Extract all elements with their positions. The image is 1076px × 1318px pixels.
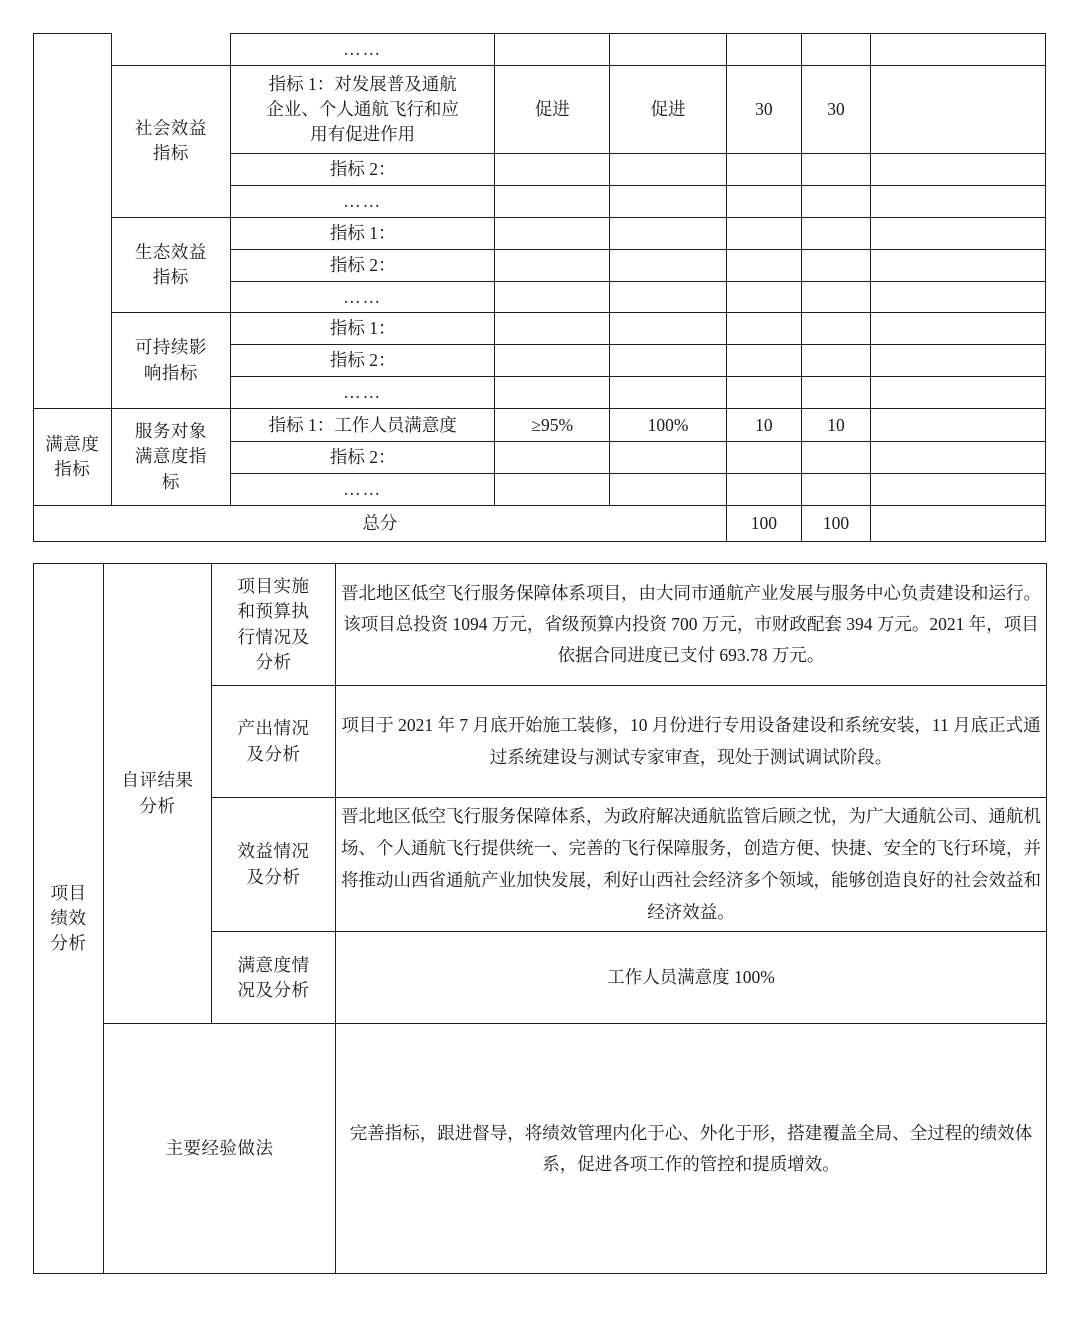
table-row (34, 65, 1046, 153)
row-label-benefit (212, 798, 336, 932)
content-satisfaction: 工作人员满意度 100% (336, 932, 1047, 1024)
target-sus-1 (495, 313, 610, 345)
indicator-eco-dots: …… (231, 281, 495, 313)
weight-eco-dots (726, 281, 801, 313)
score-sus-2 (802, 345, 871, 377)
category-social-benefit (111, 65, 231, 217)
subsection-line: 自评结果 (121, 770, 194, 791)
category-line: 满意度指 (134, 446, 207, 467)
row-label-main-experience: 主要经验做法 (104, 1024, 336, 1274)
weight-sus-dots (726, 377, 801, 409)
indicator-partial-dots: …… (231, 34, 495, 66)
actual-social-2 (610, 153, 726, 185)
actual-social-dots (610, 185, 726, 217)
category-line: 生态效益 (134, 241, 207, 262)
weight-social-dots (726, 185, 801, 217)
weight-sus-2 (726, 345, 801, 377)
score-sat-2 (802, 442, 871, 474)
table-row (34, 1024, 1047, 1274)
cell-remark-partial (870, 34, 1045, 66)
category-line: 服务对象 (134, 421, 207, 441)
indicator-text-line: 指标 1：对发展普及通航 (268, 74, 457, 95)
score-eco-dots (802, 281, 871, 313)
section-project-performance-analysis (34, 564, 104, 1274)
score-social-2 (802, 153, 871, 185)
score-sus-dots (802, 377, 871, 409)
cell-score-partial (802, 34, 871, 66)
indicator-sat-dots: …… (231, 474, 495, 506)
weight-sat-dots (726, 474, 801, 506)
target-eco-1 (495, 217, 610, 249)
actual-sus-1 (610, 313, 726, 345)
indicator-sus-2: 指标 2： (231, 345, 495, 377)
weight-social-2 (726, 153, 801, 185)
indicator-text-line: 用有促进作用 (310, 123, 416, 144)
row-label-line: 产出情况 (237, 718, 310, 739)
content-benefit: 晋北地区低空飞行服务保障体系，为政府解决通航监管后顾之忧，为广大通航公司、通航机场、个人通航飞行提供统一、完善的飞行保障服务，创造方便、快捷、安全的飞行环境，并将推动山西省通航产业加快发展，利好山西社会经济多个领域，能够创造良好的社会效益和经济效益。 (336, 798, 1047, 932)
subsection-self-evaluation-analysis (104, 564, 212, 1024)
weight-social-1: 30 (726, 65, 801, 153)
row-label-line: 效益情况 (237, 841, 310, 862)
group-satisfaction (34, 409, 112, 506)
cell-target-partial (495, 34, 610, 66)
indicator-sus-1: 指标 1： (231, 313, 495, 345)
indicator-eco-2: 指标 2： (231, 249, 495, 281)
weight-sus-1 (726, 313, 801, 345)
remark-social-dots (870, 185, 1045, 217)
actual-sus-dots (610, 377, 726, 409)
total-score: 100 (802, 505, 871, 541)
remark-sat-2 (870, 442, 1045, 474)
category-service-satisfaction (111, 409, 231, 506)
indicator-sus-dots: …… (231, 377, 495, 409)
category-line: 响指标 (143, 362, 198, 383)
total-label: 总分 (34, 505, 727, 541)
group-line: 指标 (54, 459, 91, 480)
row-label-line: 行情况及 (237, 626, 310, 647)
remark-sus-dots (870, 377, 1045, 409)
weight-sat-1: 10 (726, 409, 801, 442)
category-line: 社会效益 (134, 117, 207, 138)
weight-eco-1 (726, 217, 801, 249)
row-label-line: 及分析 (246, 743, 301, 764)
score-eco-1 (802, 217, 871, 249)
actual-sat-dots (610, 474, 726, 506)
row-label-line: 况及分析 (237, 979, 310, 1000)
row-label-line: 及分析 (246, 866, 301, 887)
category-line: 标 (161, 471, 180, 492)
category-sustainable-impact (111, 313, 231, 409)
cell-actual-partial (610, 34, 726, 66)
cell-weight-partial (726, 34, 801, 66)
actual-sus-2 (610, 345, 726, 377)
remark-sus-2 (870, 345, 1045, 377)
remark-sus-1 (870, 313, 1045, 345)
row-label-implementation-budget (212, 564, 336, 686)
actual-sat-2 (610, 442, 726, 474)
indicator-sat-1: 指标 1：工作人员满意度 (231, 409, 495, 442)
table-row (34, 564, 1047, 686)
remark-social-2 (870, 153, 1045, 185)
category-ecological-benefit (111, 217, 231, 313)
actual-eco-dots (610, 281, 726, 313)
table-row (34, 409, 1046, 442)
target-social-2 (495, 153, 610, 185)
row-label-line: 分析 (255, 651, 292, 672)
score-sus-1 (802, 313, 871, 345)
remark-eco-1 (870, 217, 1045, 249)
weight-eco-2 (726, 249, 801, 281)
target-eco-2 (495, 249, 610, 281)
actual-social-1: 促进 (610, 65, 726, 153)
cell-category-partial (111, 34, 231, 66)
category-line: 可持续影 (134, 337, 207, 358)
table-row-total (34, 505, 1046, 541)
content-output: 项目于 2021 年 7 月底开始施工装修，10 月份进行专用设备建设和系统安装，11 月底正式通过系统建设与测试专家审查，现处于测试调试阶段。 (336, 686, 1047, 798)
remark-sat-dots (870, 474, 1045, 506)
actual-eco-2 (610, 249, 726, 281)
target-social-1: 促进 (495, 65, 610, 153)
score-eco-2 (802, 249, 871, 281)
target-sus-dots (495, 377, 610, 409)
row-label-line: 和预算执 (237, 601, 310, 622)
table-row (34, 217, 1046, 249)
target-social-dots (495, 185, 610, 217)
target-eco-dots (495, 281, 610, 313)
indicator-social-2: 指标 2： (231, 153, 495, 185)
indicator-social-1 (231, 65, 495, 153)
row-label-satisfaction (212, 932, 336, 1024)
category-line: 指标 (152, 266, 189, 287)
score-sat-1: 10 (802, 409, 871, 442)
remark-eco-2 (870, 249, 1045, 281)
target-sat-2 (495, 442, 610, 474)
table-row (34, 313, 1046, 345)
content-implementation-budget: 晋北地区低空飞行服务保障体系项目，由大同市通航产业发展与服务中心负责建设和运行。该项目总投资 1094 万元，省级预算内投资 700 万元，市财政配套 394 万元。2021 年，项目依据合同进度已支付 693.78 万元。 (336, 564, 1047, 686)
group-line: 满意度 (45, 433, 100, 454)
target-sat-1: ≥95% (495, 409, 610, 442)
total-remark (870, 505, 1045, 541)
score-social-dots (802, 185, 871, 217)
remark-social-1 (870, 65, 1045, 153)
remark-eco-dots (870, 281, 1045, 313)
total-weight: 100 (726, 505, 801, 541)
performance-analysis-table (33, 563, 1047, 1274)
weight-sat-2 (726, 442, 801, 474)
category-line: 指标 (152, 143, 189, 164)
score-sat-dots (802, 474, 871, 506)
subsection-line: 分析 (139, 795, 176, 816)
indicator-social-dots: …… (231, 185, 495, 217)
row-label-line: 满意度情 (237, 954, 310, 975)
section-line: 分析 (50, 933, 87, 954)
content-main-experience: 完善指标，跟进督导，将绩效管理内化于心、外化于形，搭建覆盖全局、全过程的绩效体系，促进各项工作的管控和提质增效。 (336, 1024, 1047, 1274)
table-row (34, 34, 1046, 66)
row-label-line: 项目实施 (237, 575, 310, 596)
target-sat-dots (495, 474, 610, 506)
actual-eco-1 (610, 217, 726, 249)
indicator-text-line: 企业、个人通航飞行和应 (266, 98, 459, 119)
actual-sat-1: 100% (610, 409, 726, 442)
section-line: 绩效 (50, 908, 87, 928)
target-sus-2 (495, 345, 610, 377)
score-social-1: 30 (802, 65, 871, 153)
indicator-eco-1: 指标 1： (231, 217, 495, 249)
row-label-output (212, 686, 336, 798)
indicator-sat-2: 指标 2： (231, 442, 495, 474)
cell-group-empty-top (34, 34, 112, 409)
performance-indicator-table (33, 33, 1046, 542)
section-line: 项目 (50, 882, 87, 903)
remark-sat-1 (870, 409, 1045, 442)
